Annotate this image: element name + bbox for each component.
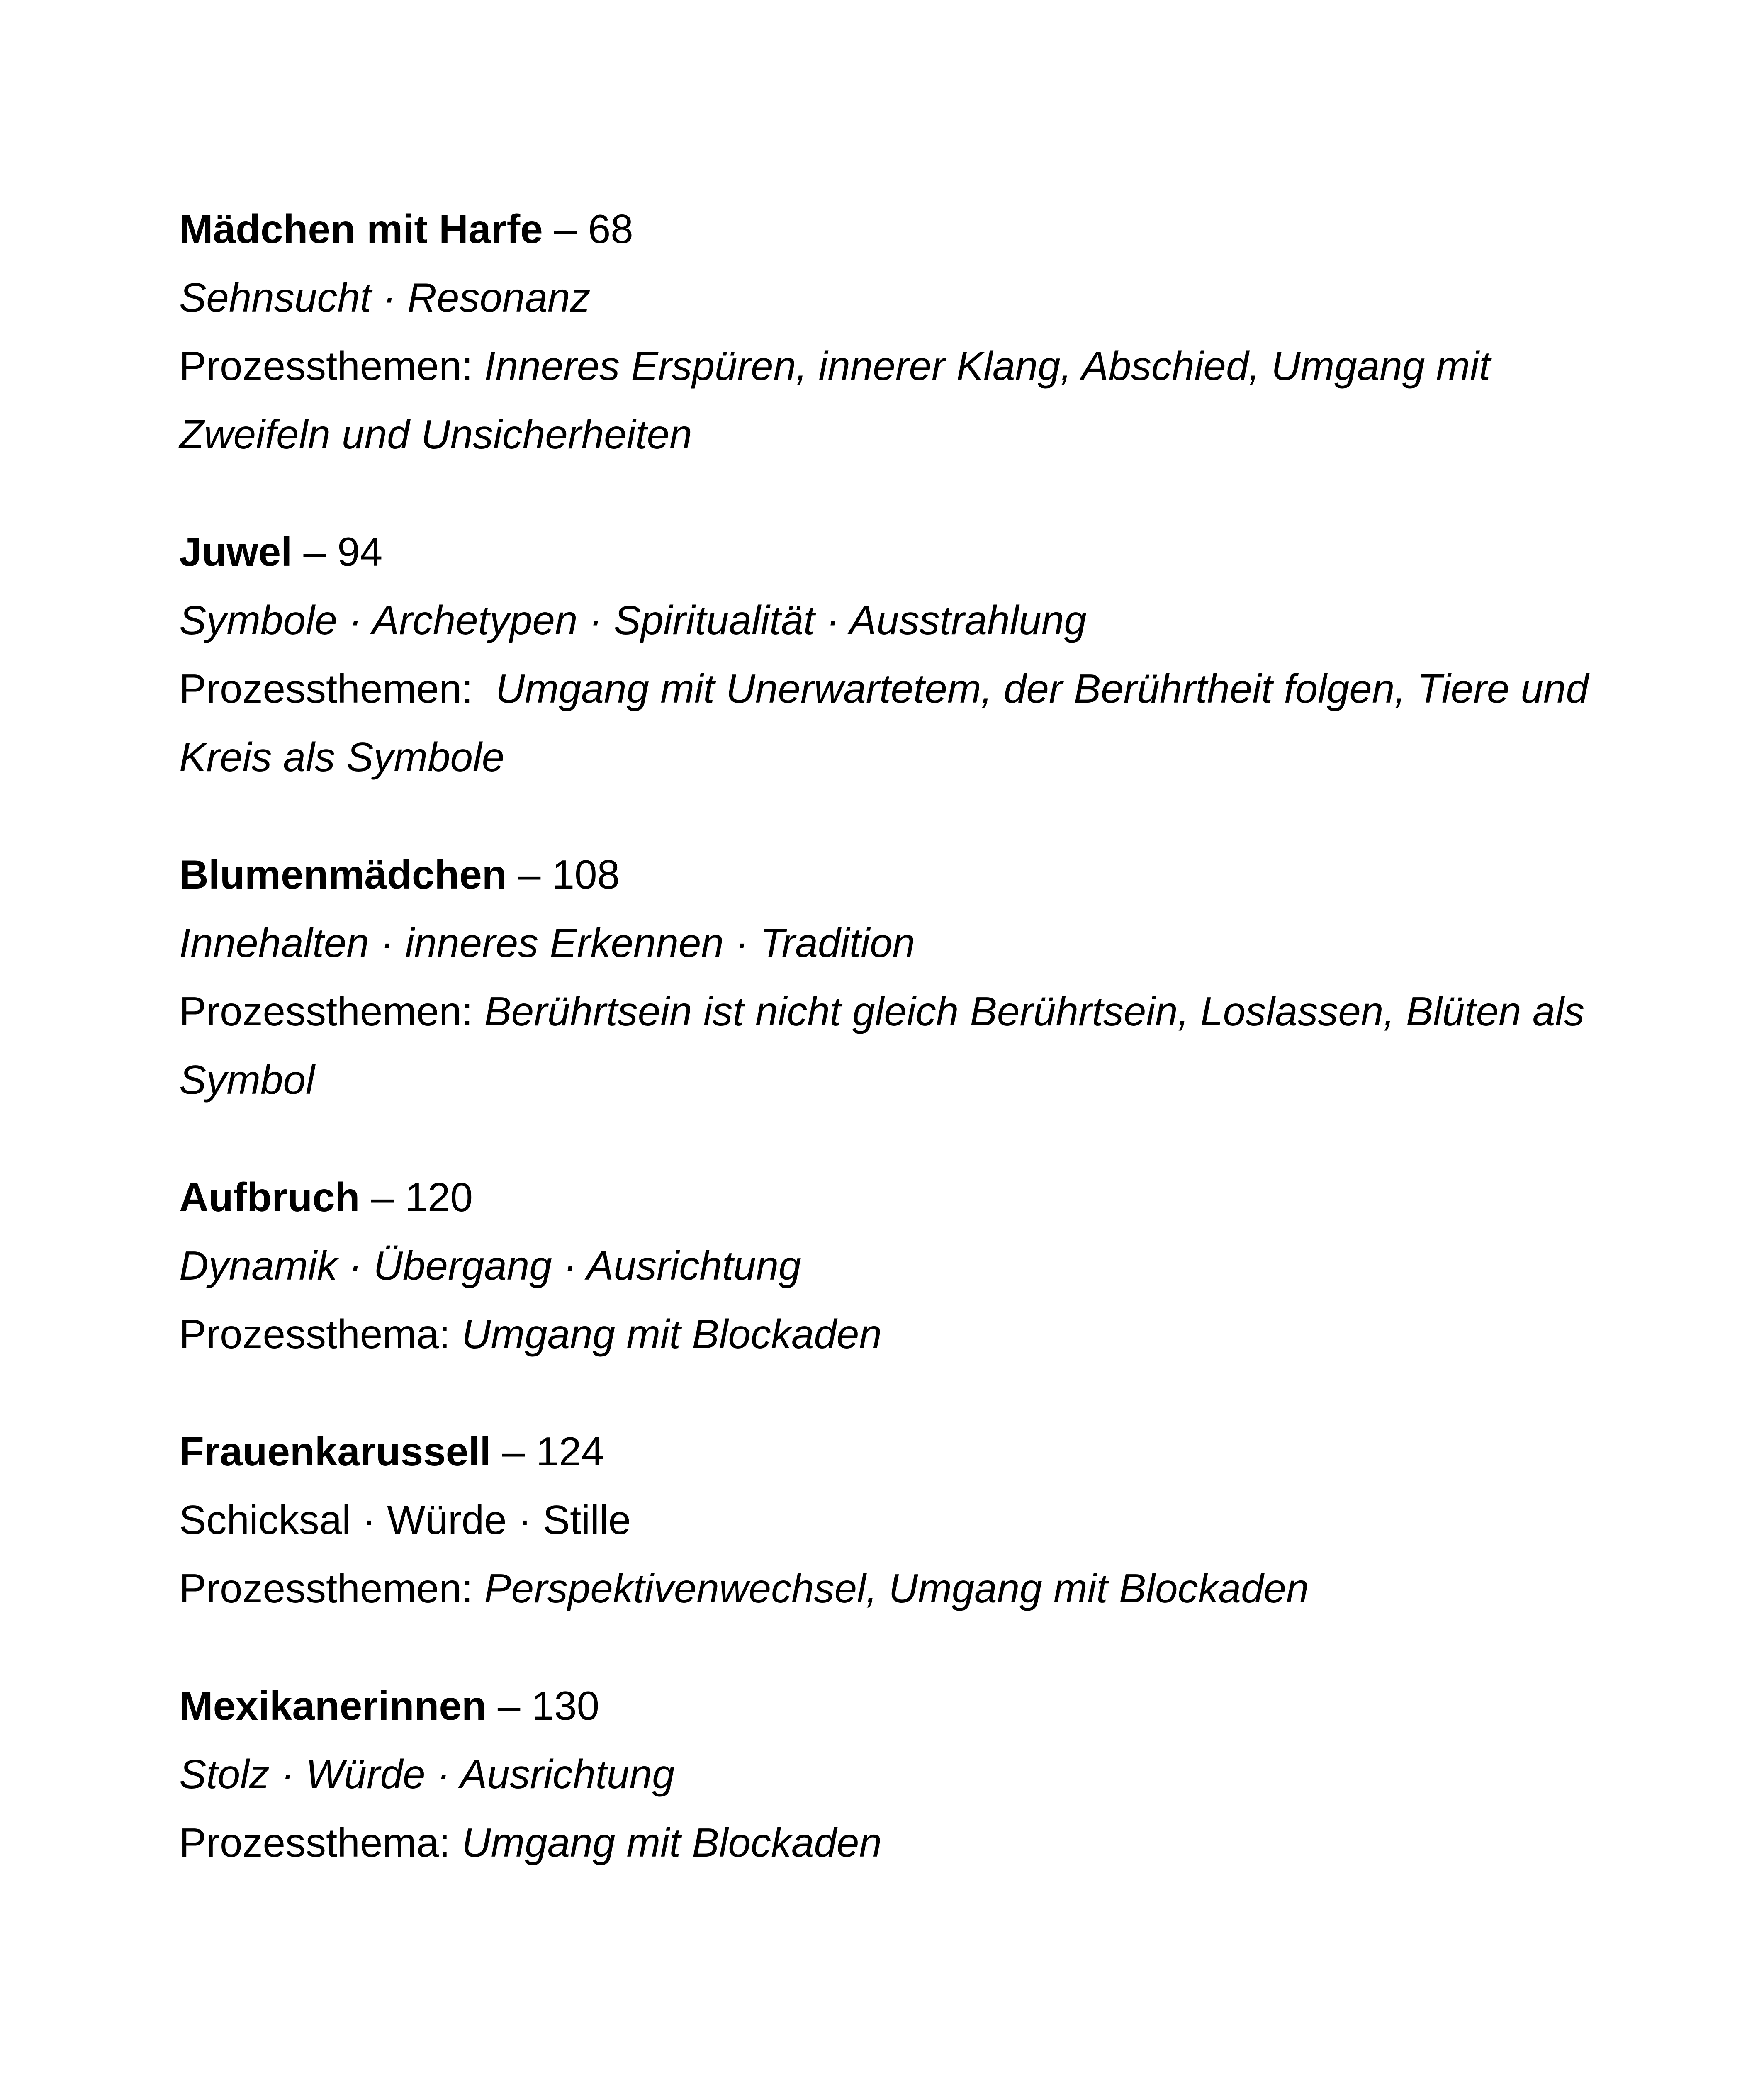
process-themes-text: Berührtsein ist nicht gleich Berührtsein, Loslassen, Blüten als Symbol [179, 988, 1585, 1103]
entry-keywords: Stolz · Würde · Ausrichtung [179, 1751, 675, 1797]
entry-keywords: Dynamik · Übergang · Ausrichtung [179, 1243, 801, 1288]
process-themes-text: Inneres Erspüren, innerer Klang, Abschied, Umgang mit Zweifeln und Unsicherheiten [179, 343, 1491, 457]
entry-process-themes [179, 1300, 1589, 1368]
entry-process-themes [179, 332, 1589, 469]
entry-page-number: – 120 [360, 1174, 473, 1220]
entry-process-themes [179, 1809, 1589, 1877]
entry-page-number: – 124 [491, 1429, 604, 1474]
process-themes-text: Umgang mit Blockaden [461, 1311, 882, 1357]
entry-title: Aufbruch [179, 1174, 360, 1220]
entry-heading [179, 840, 1589, 909]
process-themes-label: Prozessthemen: [179, 988, 484, 1034]
process-themes-label: Prozessthemen: [179, 666, 496, 711]
entry-keywords: Sehnsucht · Resonanz [179, 275, 591, 320]
entry-maedchen-mit-harfe [179, 195, 1589, 469]
process-themes-label: Prozessthemen: [179, 1565, 484, 1611]
index-page [179, 195, 1589, 1926]
entry-juwel [179, 518, 1589, 791]
entry-process-themes [179, 655, 1589, 791]
entry-title: Mädchen mit Harfe [179, 206, 543, 252]
entry-process-themes [179, 977, 1589, 1114]
entry-mexikanerinnen [179, 1672, 1589, 1877]
entry-page-number: – 94 [292, 529, 383, 574]
entry-page-number: – 108 [506, 852, 620, 897]
entry-frauenkarussell [179, 1417, 1589, 1623]
entry-page-number: – 130 [486, 1683, 600, 1728]
process-themes-text: Umgang mit Blockaden [461, 1820, 882, 1865]
entry-aufbruch [179, 1163, 1589, 1368]
entry-heading [179, 1672, 1589, 1740]
entry-heading [179, 1417, 1589, 1486]
process-themes-text: Perspektivenwechsel, Umgang mit Blockaden [484, 1565, 1309, 1611]
entry-keywords: Innehalten · inneres Erkennen · Tradition [179, 920, 915, 966]
entry-keywords: Symbole · Archetypen · Spiritualität · Ausstrahlung [179, 597, 1087, 643]
entry-process-themes [179, 1554, 1589, 1623]
entry-blumenmaedchen [179, 840, 1589, 1114]
process-themes-text: Umgang mit Unerwartetem, der Berührtheit folgen, Tiere und Kreis als Symbole [179, 666, 1589, 780]
process-themes-label: Prozessthemen: [179, 343, 484, 389]
entry-keywords: Schicksal · Würde · Stille [179, 1497, 631, 1543]
process-themes-label: Prozessthema: [179, 1820, 462, 1865]
entry-heading [179, 195, 1589, 263]
entry-title: Frauenkarussell [179, 1429, 491, 1474]
process-themes-label: Prozessthema: [179, 1311, 462, 1357]
entry-title: Blumenmädchen [179, 852, 507, 897]
entry-heading [179, 1163, 1589, 1232]
entry-title: Juwel [179, 529, 292, 574]
entry-page-number: – 68 [543, 206, 633, 252]
entry-heading [179, 518, 1589, 586]
entry-title: Mexikanerinnen [179, 1683, 487, 1728]
